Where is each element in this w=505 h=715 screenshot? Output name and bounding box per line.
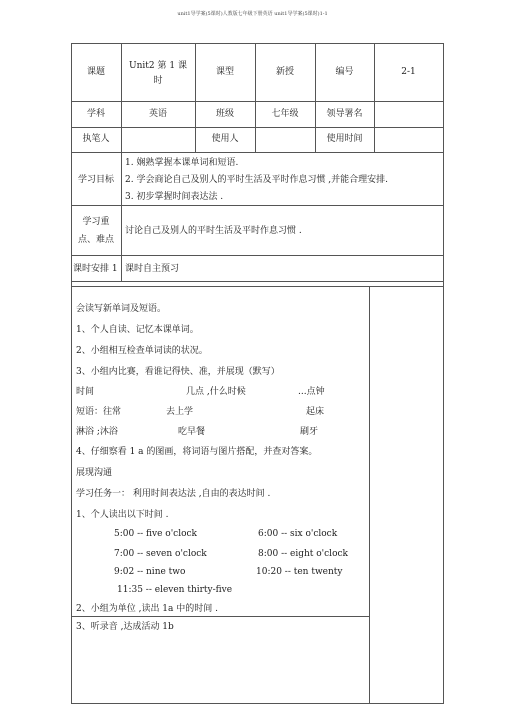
- topic-title-line2: 时: [153, 76, 163, 86]
- topic-label: 课题: [86, 67, 105, 77]
- number-value: 2-1: [401, 67, 416, 77]
- writer-label: 执笔人: [82, 134, 110, 144]
- time-example: 7:00 -- seven o'clock: [114, 549, 207, 559]
- body-line: 1、个人读出以下时间 .: [76, 510, 169, 520]
- vocab-item: 淋浴 ;沐浴: [76, 427, 118, 437]
- time-example: 10:20 -- ten twenty: [256, 567, 343, 577]
- type-label: 课型: [215, 67, 234, 77]
- time-example: 11:35 -- eleven thirty-five: [117, 585, 233, 595]
- key-points-label-line1: 学习重: [82, 217, 110, 227]
- user-label: 使用人: [211, 134, 239, 144]
- leader-signature-label: 领导署名: [326, 109, 363, 119]
- vocab-item: 刷牙: [300, 427, 319, 437]
- key-points-text: 讨论自己及别人的平时生活及平时作息习惯 .: [125, 226, 302, 236]
- time-example: 6:00 -- six o'clock: [258, 529, 338, 539]
- topic-title-line1: Unit2 第 1 课: [129, 61, 187, 71]
- vocab-item: 时间: [76, 387, 95, 397]
- class-value: 七年级: [271, 109, 299, 119]
- time-example: 9:02 -- nine two: [114, 567, 186, 577]
- use-time-label: 使用时间: [326, 134, 363, 144]
- body-line: 2、小组为单位 ,读出 1a 中的时间 .: [76, 604, 218, 614]
- document-header: unit1导学案(5课时)人教版七年级下册英语 unit1导学案(5课时)1-1: [177, 11, 328, 17]
- body-line: 3、小组内比赛，看谁记得快、准，并展现（默写）: [76, 367, 280, 377]
- vocab-item: 几点 ,什么时候: [186, 387, 246, 397]
- goals-label: 学习目标: [77, 175, 114, 185]
- vocab-item: 吃早餐: [178, 427, 206, 437]
- number-label: 编号: [335, 67, 354, 77]
- body-line: 3、听录音 ,达成活动 1b: [76, 622, 174, 632]
- time-example: 5:00 -- five o'clock: [114, 529, 198, 539]
- type-value: 新授: [275, 67, 294, 77]
- goal-item: 1. 娴熟掌握本课单词和短语.: [125, 158, 239, 168]
- schedule-label: 课时安排 1: [73, 264, 118, 274]
- body-line: 展现沟通: [76, 468, 113, 478]
- class-label: 班级: [215, 109, 234, 119]
- subject-label: 学科: [86, 109, 105, 119]
- body-line: 4、仔细察看 1 a 的图画，将词语与图片搭配，并查对答案。: [76, 447, 318, 457]
- vocab-item: 起床: [306, 407, 325, 417]
- time-example: 8:00 -- eight o'clock: [258, 549, 348, 559]
- body-line: 1、个人自读、记忆本课单词。: [76, 325, 199, 335]
- body-line: 2、小组相互检查单词读的状况。: [76, 346, 208, 356]
- vocab-item: 去上学: [166, 407, 194, 417]
- vocab-item: ...点钟: [298, 387, 325, 397]
- schedule-text: 课时自主预习: [125, 264, 180, 274]
- goal-item: 3. 初步掌握时间表达法 .: [125, 192, 224, 202]
- key-points-label-line2: 点、难点: [77, 235, 114, 245]
- body-line: 学习任务一： 利用时间表达法 ,自由的表达时间 .: [76, 489, 271, 499]
- goal-item: 2. 学会商论自己及别人的平时生活及平时作息习惯 ,并能合理安排.: [125, 175, 389, 185]
- body-line: 会读写新单词及短语。: [76, 304, 167, 314]
- subject-value: 英语: [148, 109, 167, 119]
- vocab-item: 短语：往常: [76, 407, 122, 417]
